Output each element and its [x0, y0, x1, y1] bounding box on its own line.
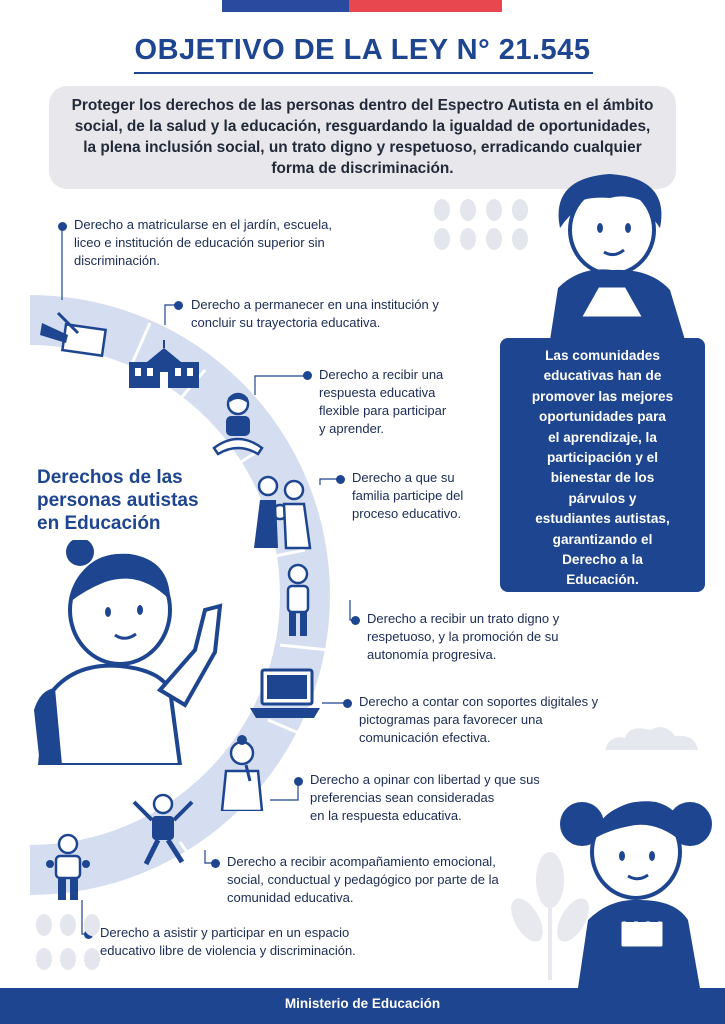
- bullet-dot: [303, 371, 312, 380]
- drops-decoration-icon: [30, 905, 130, 985]
- bullet-dot: [343, 699, 352, 708]
- cloud-icon: [600, 722, 700, 752]
- boy-illustration: [520, 168, 705, 340]
- bullet-dot: [336, 475, 345, 484]
- right-item-9: Derecho a asistir y participar en un espacio educativo libre de violencia y discriminación.: [100, 925, 356, 958]
- right-item-1: Derecho a matricularse en el jardín, escuela, liceo e institución de educación superior sin discriminación.: [74, 217, 332, 268]
- right-item-8: Derecho a recibir acompañamiento emocional, social, conductual y pedagógico por parte de la comunidad educativa.: [227, 854, 499, 905]
- right-item-5: Derecho a recibir un trato digno y respetuoso, y la promoción de su autonomía progresiva.: [367, 611, 560, 662]
- bullet-dot: [58, 222, 67, 231]
- right-item-6: Derecho a contar con soportes digitales y pictogramas para favorecer una comunicación efectiva.: [359, 694, 599, 745]
- right-item-7: Derecho a opinar con libertad y que sus preferencias sean consideradas en la respuesta educativa.: [310, 772, 540, 823]
- objective-box: Proteger los derechos de las personas dentro del Espectro Autista en el ámbito social, de la salud y la educación, resguardando la igualdad de oportunidades, la plena inclusión social, un trato digno y respetuoso, erradicando cualquier forma de discriminación.: [49, 86, 676, 189]
- right-item-3: Derecho a recibir una respuesta educativa flexible para participar y aprender.: [319, 367, 447, 436]
- bullet-dot: [294, 777, 303, 786]
- bullet-dot: [351, 616, 360, 625]
- bullet-dot: [211, 859, 220, 868]
- callout-box: Las comunidades educativas han de promover las mejores oportunidades para el aprendizaje, la participación y el bienestar de los párvulos y estudiantes autistas, garantizando el Derecho a la Educación.: [500, 338, 705, 592]
- right-item-2: Derecho a permanecer en una institución y concluir su trayectoria educativa.: [191, 297, 439, 330]
- girl-pointing-illustration: [10, 540, 240, 765]
- right-item-4: Derecho a que su familia participe del proceso educativo.: [352, 470, 464, 521]
- footer-ministry-label: Ministerio de Educación: [284, 996, 441, 1011]
- section-heading: Derechos de las personas autistas en Educación: [37, 467, 199, 534]
- bullet-dot: [174, 301, 183, 310]
- girl-with-toy-illustration: [560, 790, 720, 988]
- page-title: OBJETIVO DE LA LEY N° 21.545: [134, 34, 591, 66]
